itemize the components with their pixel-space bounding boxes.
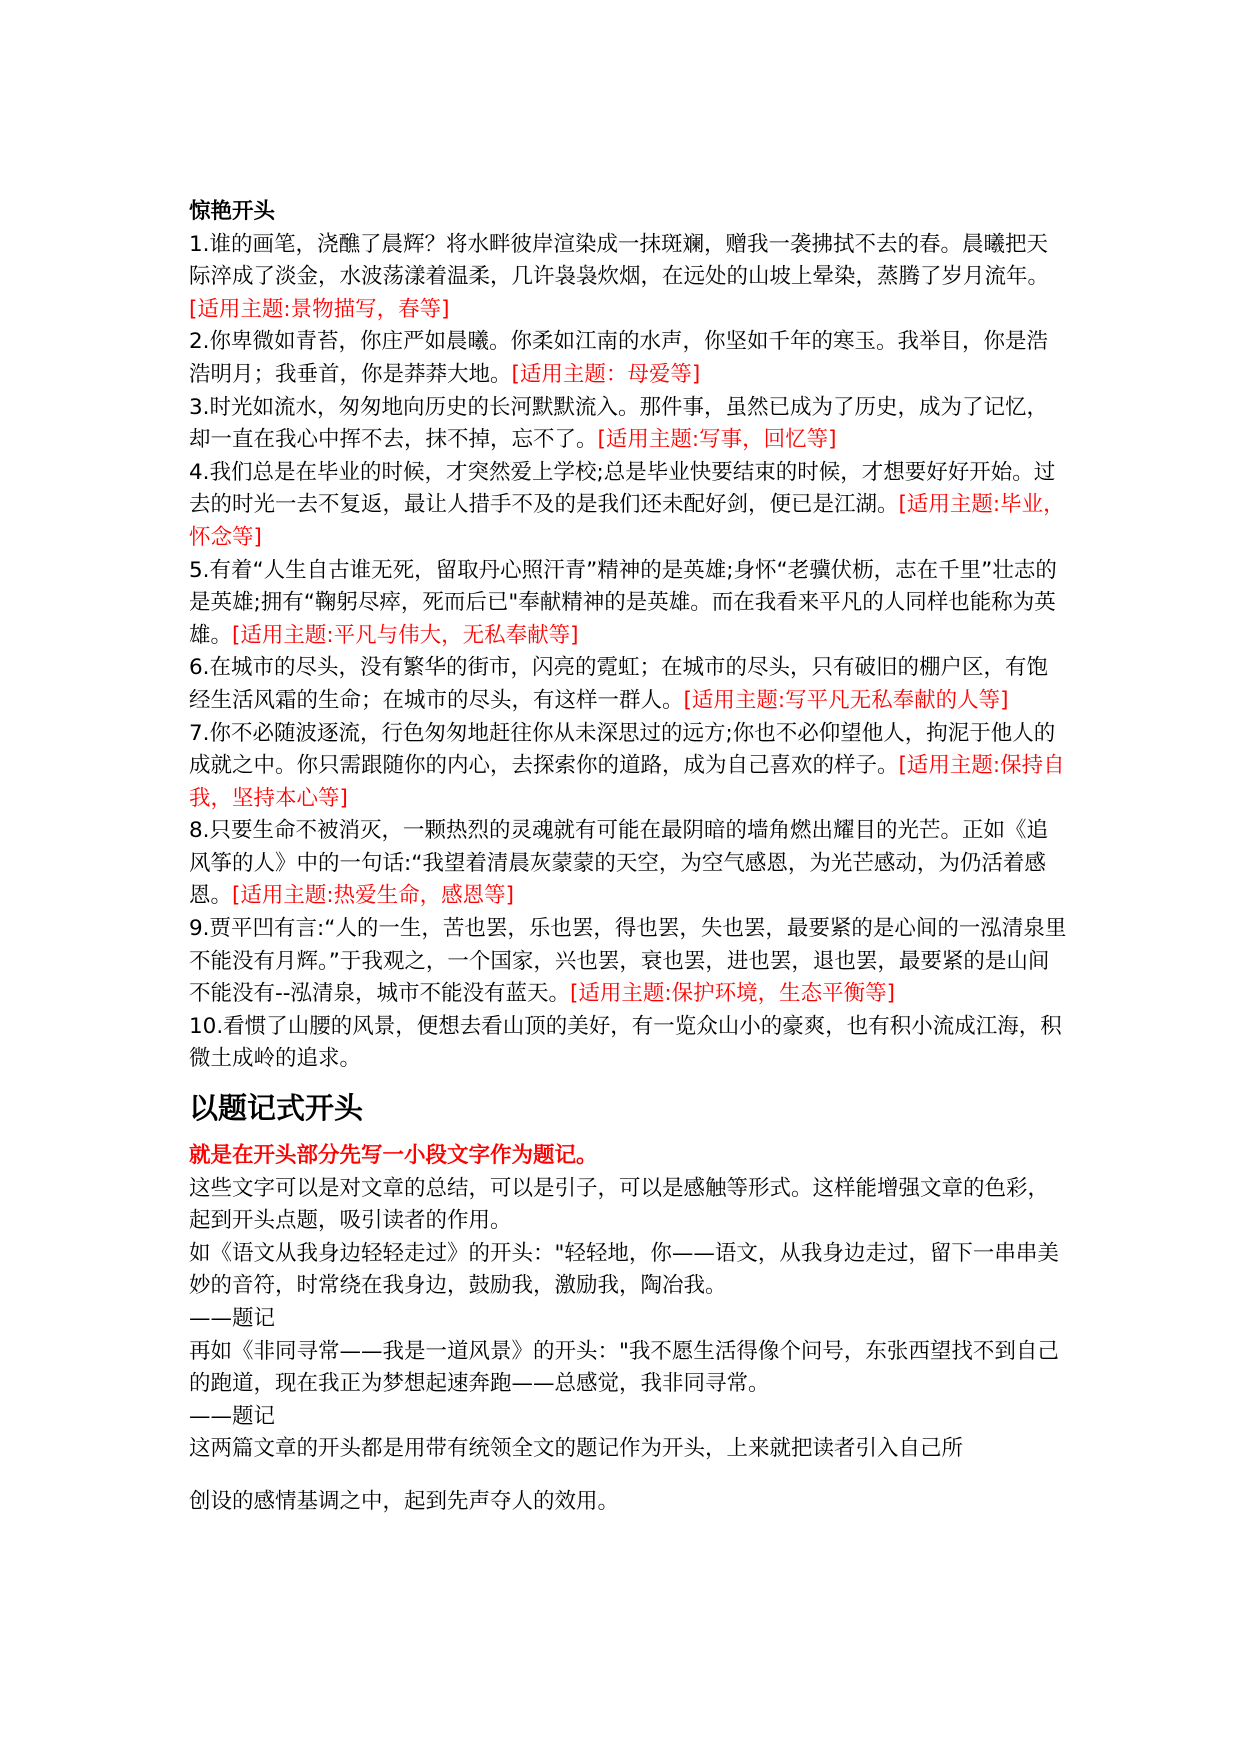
list-item <box>189 229 1069 327</box>
item-theme-tag: [适用主题:保持自我，坚持本心等] <box>189 753 1065 811</box>
item-text: 8.只要生命不被消灭，一颗热烈的灵魂就有可能在最阴暗的墙角燃出耀目的光芒。正如《追风筝的人》中的一句话:“我望着清晨灰蒙蒙的天空，为空气感恩，为光芒感动，为仍活着感恩。 <box>189 818 1049 909</box>
paragraph: 再如《非同寻常——我是一道风景》的开头："我不愿生活得像个问号，东张西望找不到自己的跑道，现在我正为梦想起速奔跑——总感觉，我非同寻常。 <box>189 1338 1059 1397</box>
item-text: 1.谁的画笔，浇醮了晨辉？将水畔彼岸渲染成一抹斑斓，赠我一袭拂拭不去的春。晨曦把天际淬成了淡金，水波荡漾着温柔，几许袅袅炊烟，在远处的山坡上晕染，蒸腾了岁月流年。 <box>189 231 1050 290</box>
epigraph-signature: ——题记 <box>189 1306 276 1331</box>
item-theme-tag: [适用主题:写平凡无私奉献的人等] <box>683 687 1009 713</box>
list-item <box>189 718 1069 816</box>
item-theme-tag: [适用主题:景物描写，春等] <box>189 296 450 322</box>
item-text: 7.你不必随波逐流，行色匆匆地赶往你从未深思过的远方;你也不必仰望他人，拘泥于他人的成就之中。你只需跟随你的内心，去探索你的道路，成为自己喜欢的样子。 <box>189 720 1056 779</box>
item-text: 3.时光如流水，匆匆地向历史的长河默默流入。那件事，虽然已成为了历史，成为了记忆，却一直在我心中挥不去，抹不掉，忘不了。 <box>189 394 1049 453</box>
list-item <box>189 1011 1069 1076</box>
item-theme-tag: [适用主题:平凡与伟大，无私奉献等] <box>232 622 579 648</box>
item-text: 4.我们总是在毕业的时候，才突然爱上学校;总是毕业快要结束的时候，才想要好好开始。过去的时光一去不复返，最让人措手不及的是我们还未配好剑，便已是江湖。 <box>189 459 1056 518</box>
paragraph: 这两篇文章的开头都是用带有统领全文的题记作为开头，上来就把读者引入自己所 <box>189 1436 964 1462</box>
paragraph: 这些文字可以是对文章的总结，可以是引子，可以是感触等形式。这样能增强文章的色彩，起到开头点题，吸引读者的作用。 <box>189 1175 1050 1234</box>
list-item <box>189 913 1069 1011</box>
list-item <box>189 815 1069 913</box>
document-page <box>189 196 1069 1519</box>
list-item <box>189 652 1069 717</box>
item-theme-tag: [适用主题:热爱生命，感恩等] <box>232 883 515 909</box>
paragraph: 如《语文从我身边轻轻走过》的开头："轻轻地，你——语文，从我身边走过，留下一串串美妙的音符，时常绕在我身边，鼓励我，激励我，陶冶我。 <box>189 1240 1059 1299</box>
item-text: 2.你卑微如青苔，你庄严如晨曦。你柔如江南的水声，你坚如千年的寒玉。我举目，你是浩浩明月；我垂首，你是莽莽大地。 <box>189 329 1049 387</box>
epigraph-signature: ——题记 <box>189 1403 276 1429</box>
item-theme-tag: [适用主题：母爱等] <box>511 361 701 387</box>
list-item <box>189 326 1069 391</box>
item-text: 9.贾平凹有言:“人的一生，苦也罢，乐也罢，得也罢，失也罢，最要紧的是心间的一泓清泉里不能没有月辉。”于我观之，一个国家，兴也罢，衰也罢，进也罢，退也罢，最要紧的是山间不能没有--泓清泉，城市不能没有蓝天。 <box>189 916 1067 1007</box>
list-item <box>189 392 1069 457</box>
section-title-amazing-openings: 惊艳开头 <box>189 199 276 224</box>
list-item <box>189 555 1069 653</box>
item-theme-tag: [适用主题:毕业，怀念等] <box>189 492 1065 550</box>
section-title-epigraph-openings: 以题记式开头 <box>189 1091 364 1126</box>
section-subtitle: 就是在开头部分先写一小段文字作为题记。 <box>189 1143 598 1169</box>
item-text: 10.看惯了山腰的风景，便想去看山顶的美好，有一览众山小的豪爽，也有积小流成江海，积微土成岭的追求。 <box>189 1013 1062 1072</box>
list-item <box>189 457 1069 555</box>
item-theme-tag: [适用主题:保护环境，生态平衡等] <box>570 981 896 1007</box>
paragraph: 创设的感情基调之中，起到先声夺人的效用。 <box>189 1488 620 1514</box>
item-text: 5.有着“人生自古谁无死，留取丹心照汗青”精神的是英雄;身怀“老骥伏枥，志在千里”壮志的是英雄;拥有“鞠躬尽瘁，死而后已"奉献精神的是英雄。而在我看来平凡的人同样也能称为英雄。 <box>189 557 1057 648</box>
item-theme-tag: [适用主题:写事，回忆等] <box>597 427 837 453</box>
item-text: 6.在城市的尽头，没有繁华的街市，闪亮的霓虹；在城市的尽头，只有破旧的棚户区，有饱经生活风霜的生命；在城市的尽头，有这样一群人。 <box>189 655 1049 713</box>
